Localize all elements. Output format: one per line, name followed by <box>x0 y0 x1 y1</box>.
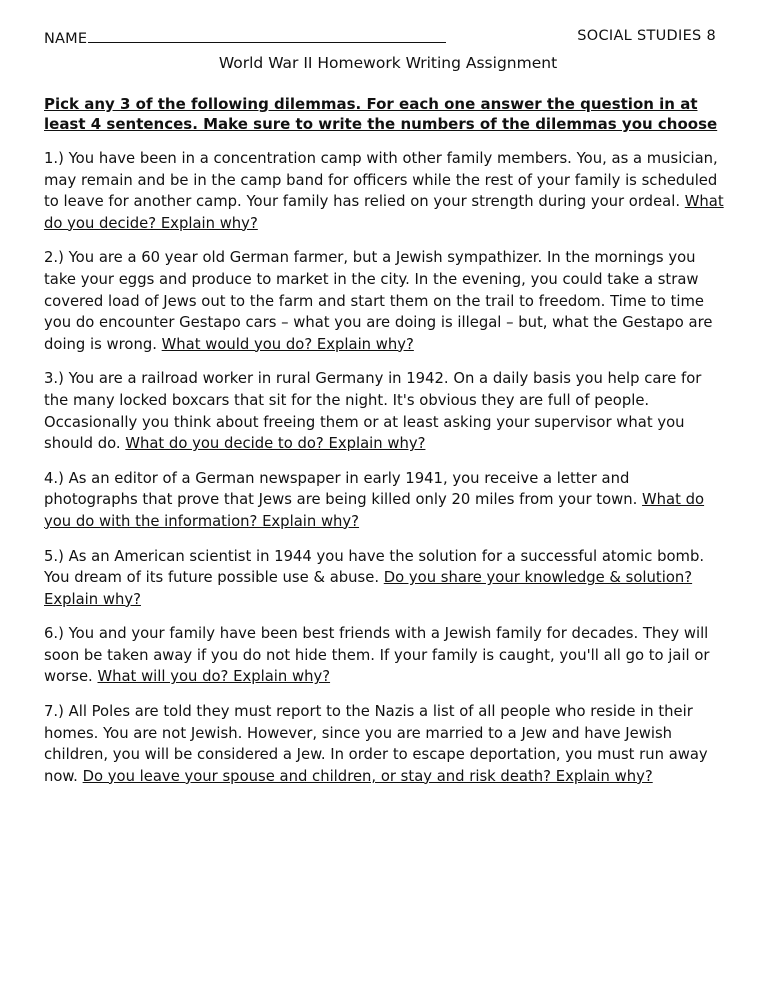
worksheet-header <box>44 0 724 50</box>
dilemma-text: You are a railroad worker in rural Germany in 1942. On a daily basis you help care for the many locked boxcars that sit for the night. It's obvious they are full of people. Occasionally you think about freeing them or at least asking your supervisor what you should do. <box>44 370 702 453</box>
dilemma-text: As an American scientist in 1944 you have the solution for a successful atomic bomb. You dream of its future possible use & abuse. <box>44 547 705 587</box>
assignment-title: World War II Homework Writing Assignment <box>218 54 558 72</box>
dilemma-item <box>44 701 724 787</box>
dilemma-number: 7.) <box>44 703 64 721</box>
dilemma-question: What do you do with the information? Explain why? <box>44 491 705 530</box>
dilemma-text: All Poles are told they must report to the Nazis a list of all people who reside in their homes. You are not Jewish. However, since you are married to a Jew and have Jewish children, you will be considered a Jew. In order to escape deportation, you must run away now. <box>44 703 708 785</box>
dilemma-text: You have been in a concentration camp with other family members. You, as a musician, may remain and be in the camp band for officers while the rest of your family is scheduled to leave for another camp. Your family has relied on your strength during your ordeal. <box>44 150 718 211</box>
instructions: Pick any 3 of the following dilemmas. For each one answer the question in at least 4 sentences. Make sure to write the numbers of the dilemmas you choose <box>44 95 718 133</box>
name-label: NAME <box>44 31 88 47</box>
worksheet-page <box>44 0 724 800</box>
name-blank-line <box>88 28 446 43</box>
course-label: SOCIAL STUDIES 8 <box>577 28 716 44</box>
name-field <box>44 28 446 47</box>
dilemma-item <box>44 148 724 234</box>
dilemma-item <box>44 247 724 355</box>
dilemma-item <box>44 368 724 454</box>
dilemma-question: What will you do? Explain why? <box>97 668 331 686</box>
dilemma-text: You are a 60 year old German farmer, but a Jewish sympathizer. In the mornings you take your eggs and produce to market in the city. In the evening, you could take a straw covered load of Jews out to the farm and start them on the trail to freedom. Time to time you do encounter Gestapo cars – what you are doing is illegal – but, what the Gestapo are doing is wrong. <box>44 249 713 353</box>
dilemma-question: Do you share your knowledge & solution? Explain why? <box>44 569 693 608</box>
dilemma-item <box>44 468 724 533</box>
dilemma-text: You and your family have been best friends with a Jewish family for decades. They will soon be taken away if you do not hide them. If your family is caught, you'll all go to jail or worse. <box>44 625 710 686</box>
dilemma-question: What would you do? Explain why? <box>161 335 414 353</box>
dilemma-question: What do you decide? Explain why? <box>44 193 724 232</box>
dilemma-number: 6.) <box>44 625 64 643</box>
dilemma-question: Do you leave your spouse and children, or stay and risk death? Explain why? <box>82 767 653 785</box>
dilemma-text: As an editor of a German newspaper in early 1941, you receive a letter and photographs that prove that Jews are being killed only 20 miles from your town. <box>44 469 638 509</box>
dilemma-number: 4.) <box>44 469 64 487</box>
dilemma-number: 2.) <box>44 249 64 267</box>
dilemma-question: What do you decide to do? Explain why? <box>125 435 426 453</box>
dilemma-item <box>44 623 724 688</box>
dilemma-number: 5.) <box>44 547 64 565</box>
dilemma-item <box>44 546 724 611</box>
dilemma-number: 1.) <box>44 150 64 167</box>
dilemma-number: 3.) <box>44 370 64 388</box>
